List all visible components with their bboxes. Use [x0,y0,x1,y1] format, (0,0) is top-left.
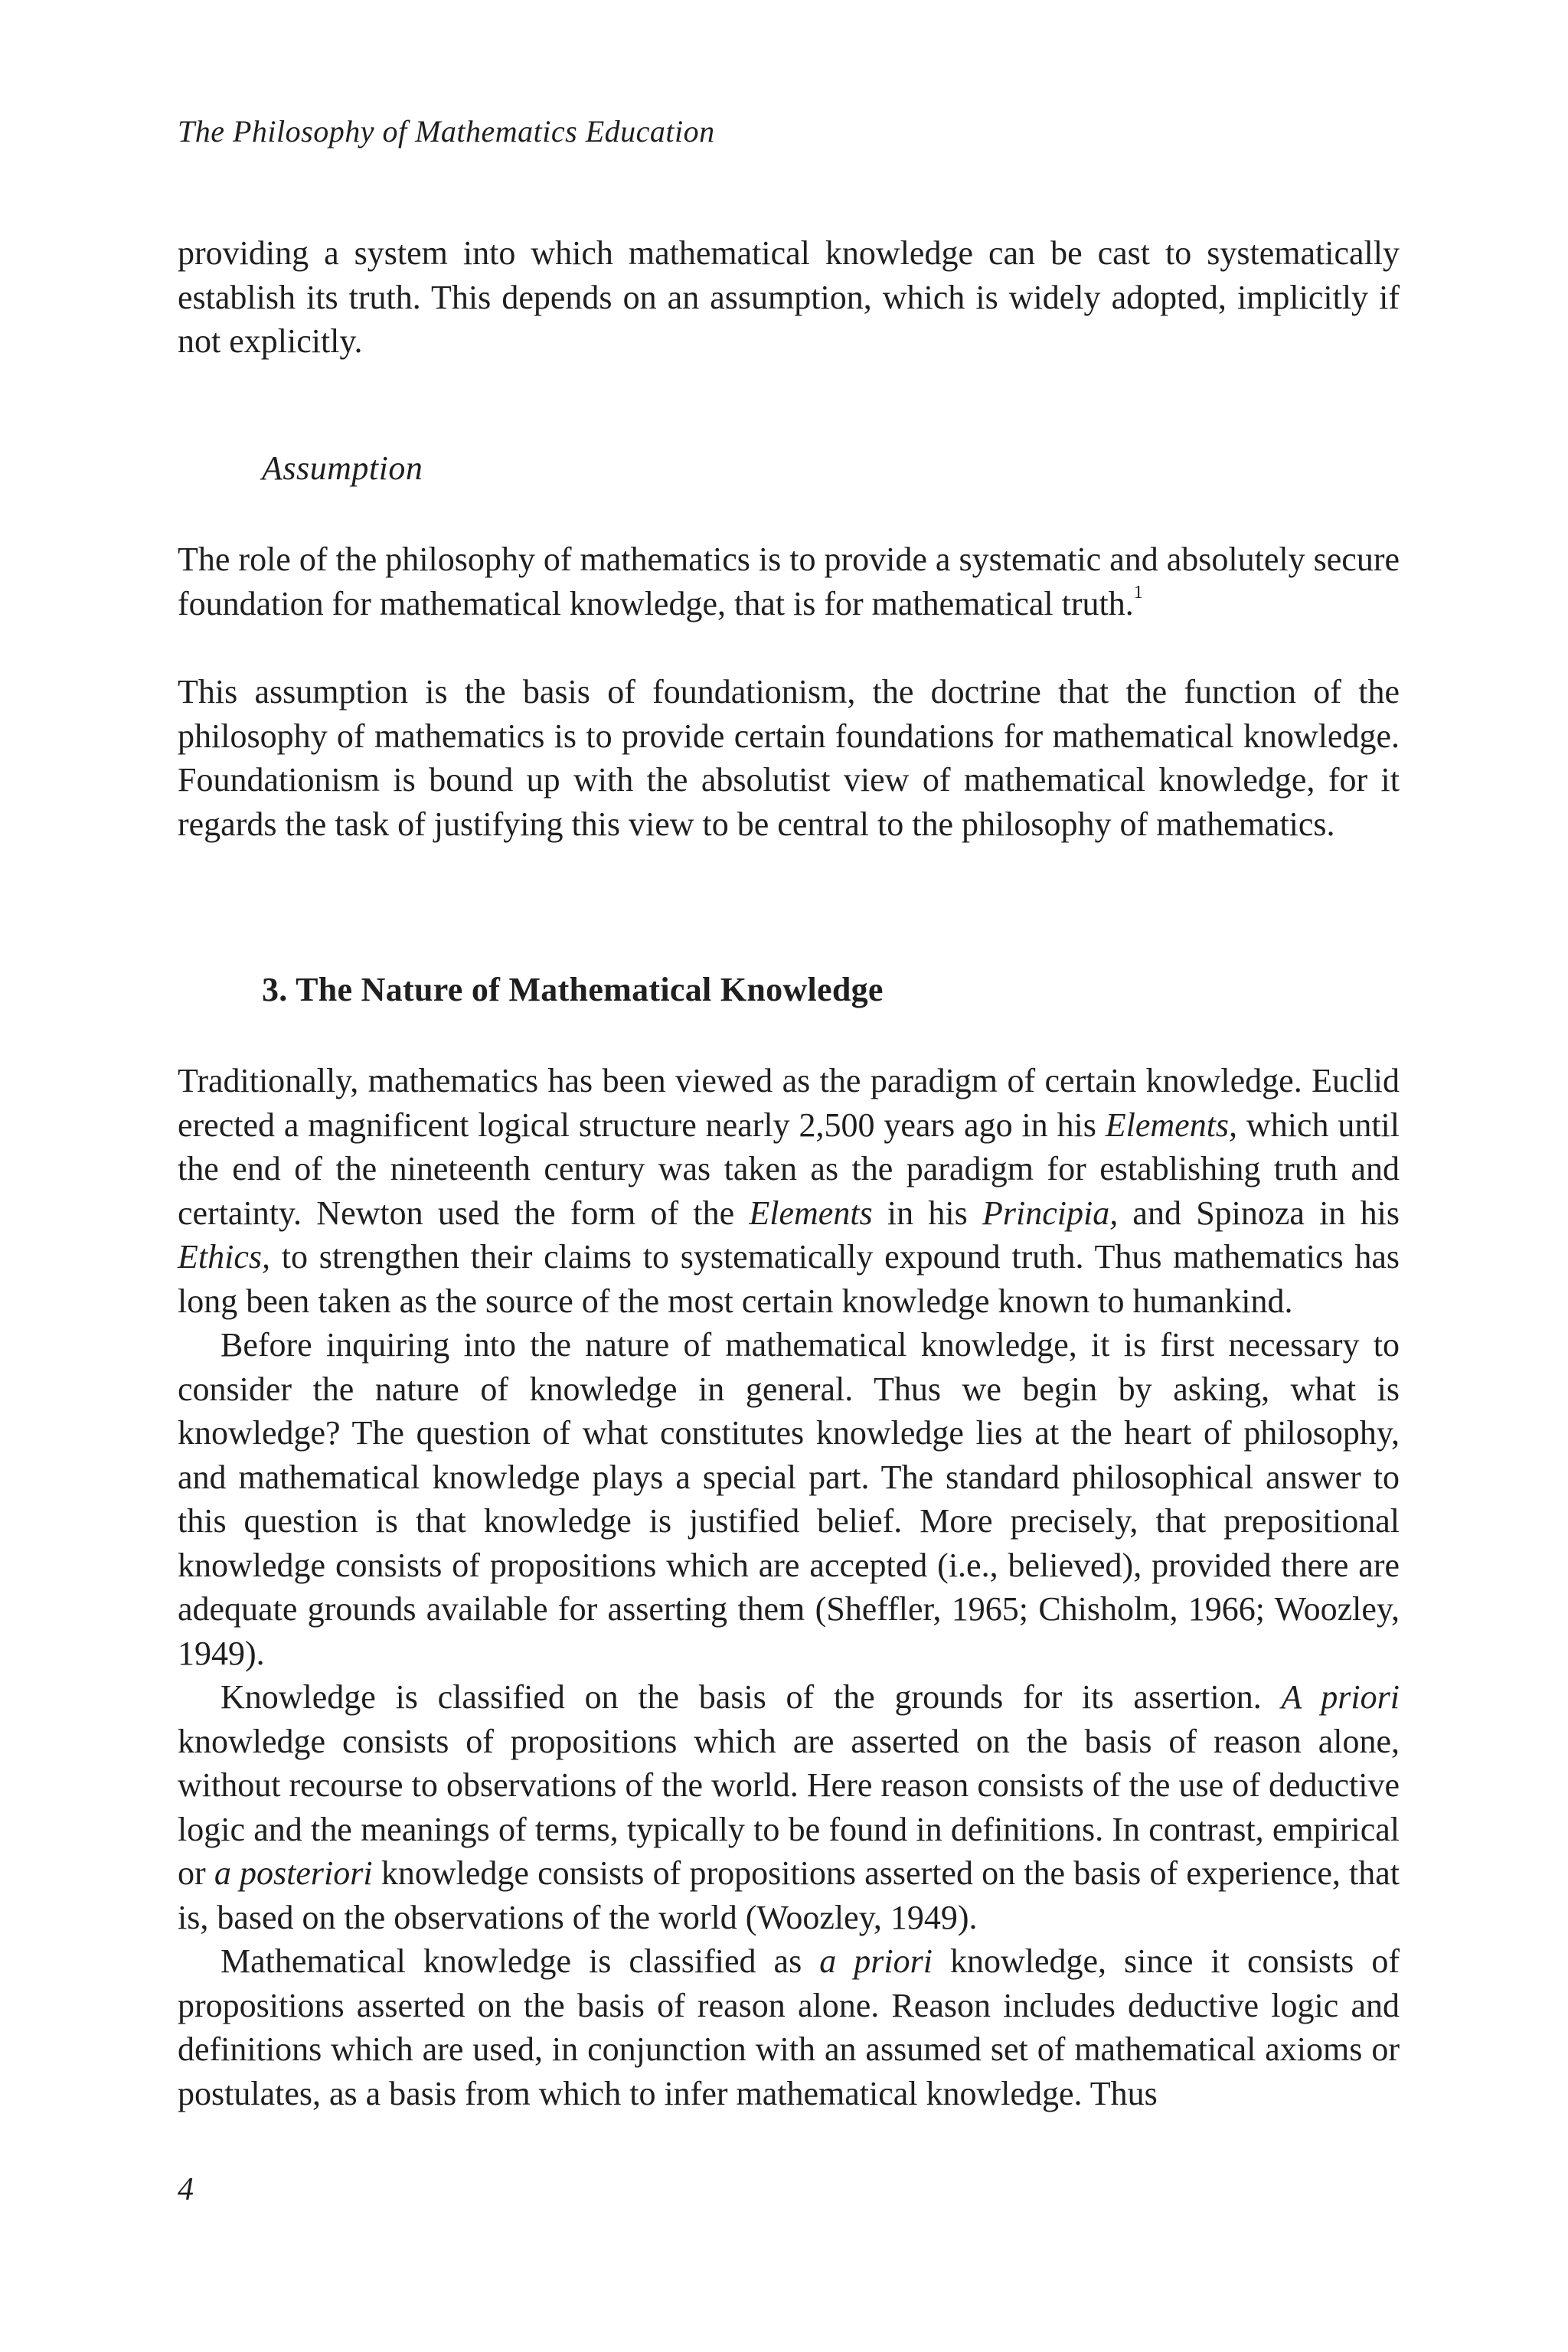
p1-text-5: to strengthen their claims to systematically expound truth. Thus mathematics has long been taken as the source of the most certain knowledge known to humankind. [178,1238,1400,1320]
p3-italic-a-priori: A priori [1281,1678,1400,1716]
p3-italic-a-posteriori: a posteriori [214,1854,373,1892]
p4-text-2: knowledge, since it consists of propositions asserted on the basis of reason alone. Reason includes deductive logic and definitions which are used, in conjunction with an assumed set of mathematical axioms or postulates, as a basis from which to infer mathematical knowledge. Thus [178,1942,1400,2112]
assumption-text: The role of the philosophy of mathematics is to provide a systematic and absolutely secure foundation for mathematical knowledge, that is for mathematical truth. [178,541,1400,622]
paragraph-4 [178,1939,1400,2115]
section-heading: 3. The Nature of Mathematical Knowledge [262,971,884,1008]
assumption-statement [178,537,1400,626]
intro-paragraph: providing a system into which mathematical knowledge can be cast to systematically establish its truth. This depends on an assumption, which is widely adopted, implicitly if not explicitly. [178,234,1400,360]
page-number: 4 [178,2172,194,2207]
p1-text-3: in his [872,1194,982,1232]
p1-italic-elements: Elements, [1105,1106,1238,1144]
p1-italic-elements-2: Elements [749,1194,873,1232]
p1-italic-principia: Principia, [982,1194,1119,1232]
foundationism-paragraph: This assumption is the basis of foundationism, the doctrine that the function of the philosophy of mathematics is to provide certain foundations for mathematical knowledge. Foundationism is bound up with the absolutist view of mathematical knowledge, for it regards the task of justifying this view to be central to the philosophy of mathematics. [178,673,1400,843]
intro-paragraph-block [178,231,1400,364]
p3-text-3: knowledge consists of propositions asserted on the basis of experience, that is, based on the observations of the world (Woozley, 1949). [178,1854,1400,1936]
p1-text-4: and Spinoza in his [1118,1194,1400,1232]
section-body [178,1059,1400,2115]
p1-italic-ethics: Ethics, [178,1238,270,1276]
p4-italic-a-priori: a priori [819,1942,933,1980]
p4-text-1: Mathematical knowledge is classified as [220,1942,820,1980]
p3-text-2: knowledge consists of propositions which are asserted on the basis of reason alone, without recourse to observations of the world. Here reason consists of the use of deductive logic and the meanings of terms, typically to be found in definitions. In contrast, empirical or [178,1722,1400,1892]
paragraph-3 [178,1675,1400,1939]
footnote-marker[interactable]: 1 [1133,582,1143,603]
paragraph-2: Before inquiring into the nature of mathematical knowledge, it is first necessary to consider the nature of knowledge in general. Thus we begin by asking, what is knowledge? The question of what constitutes knowledge lies at the heart of philosophy, and mathematical knowledge plays a special part. The standard philosophical answer to this question is that knowledge is justified belief. More precisely, that prepositional knowledge consists of propositions which are accepted (i.e., believed), provided there are adequate grounds available for asserting them (Sheffler, 1965; Chisholm, 1966; Woozley, 1949). [178,1326,1400,1672]
assumption-label: Assumption [262,449,423,487]
p1-text-1: Traditionally, mathematics has been viewed as the paradigm of certain knowledge. Euclid erected a magnificent logical structure nearly 2,500 years ago in his [178,1062,1400,1144]
running-head: The Philosophy of Mathematics Education [178,114,715,149]
paragraph-1 [178,1059,1400,1323]
foundationism-block [178,670,1400,846]
p3-text-1: Knowledge is classified on the basis of the grounds for its assertion. [220,1678,1282,1716]
assumption-block [178,537,1400,626]
p1-text-2: which until the end of the nineteenth century was taken as the paradigm for establishing truth and certainty. Newton used the form of the [178,1106,1400,1232]
